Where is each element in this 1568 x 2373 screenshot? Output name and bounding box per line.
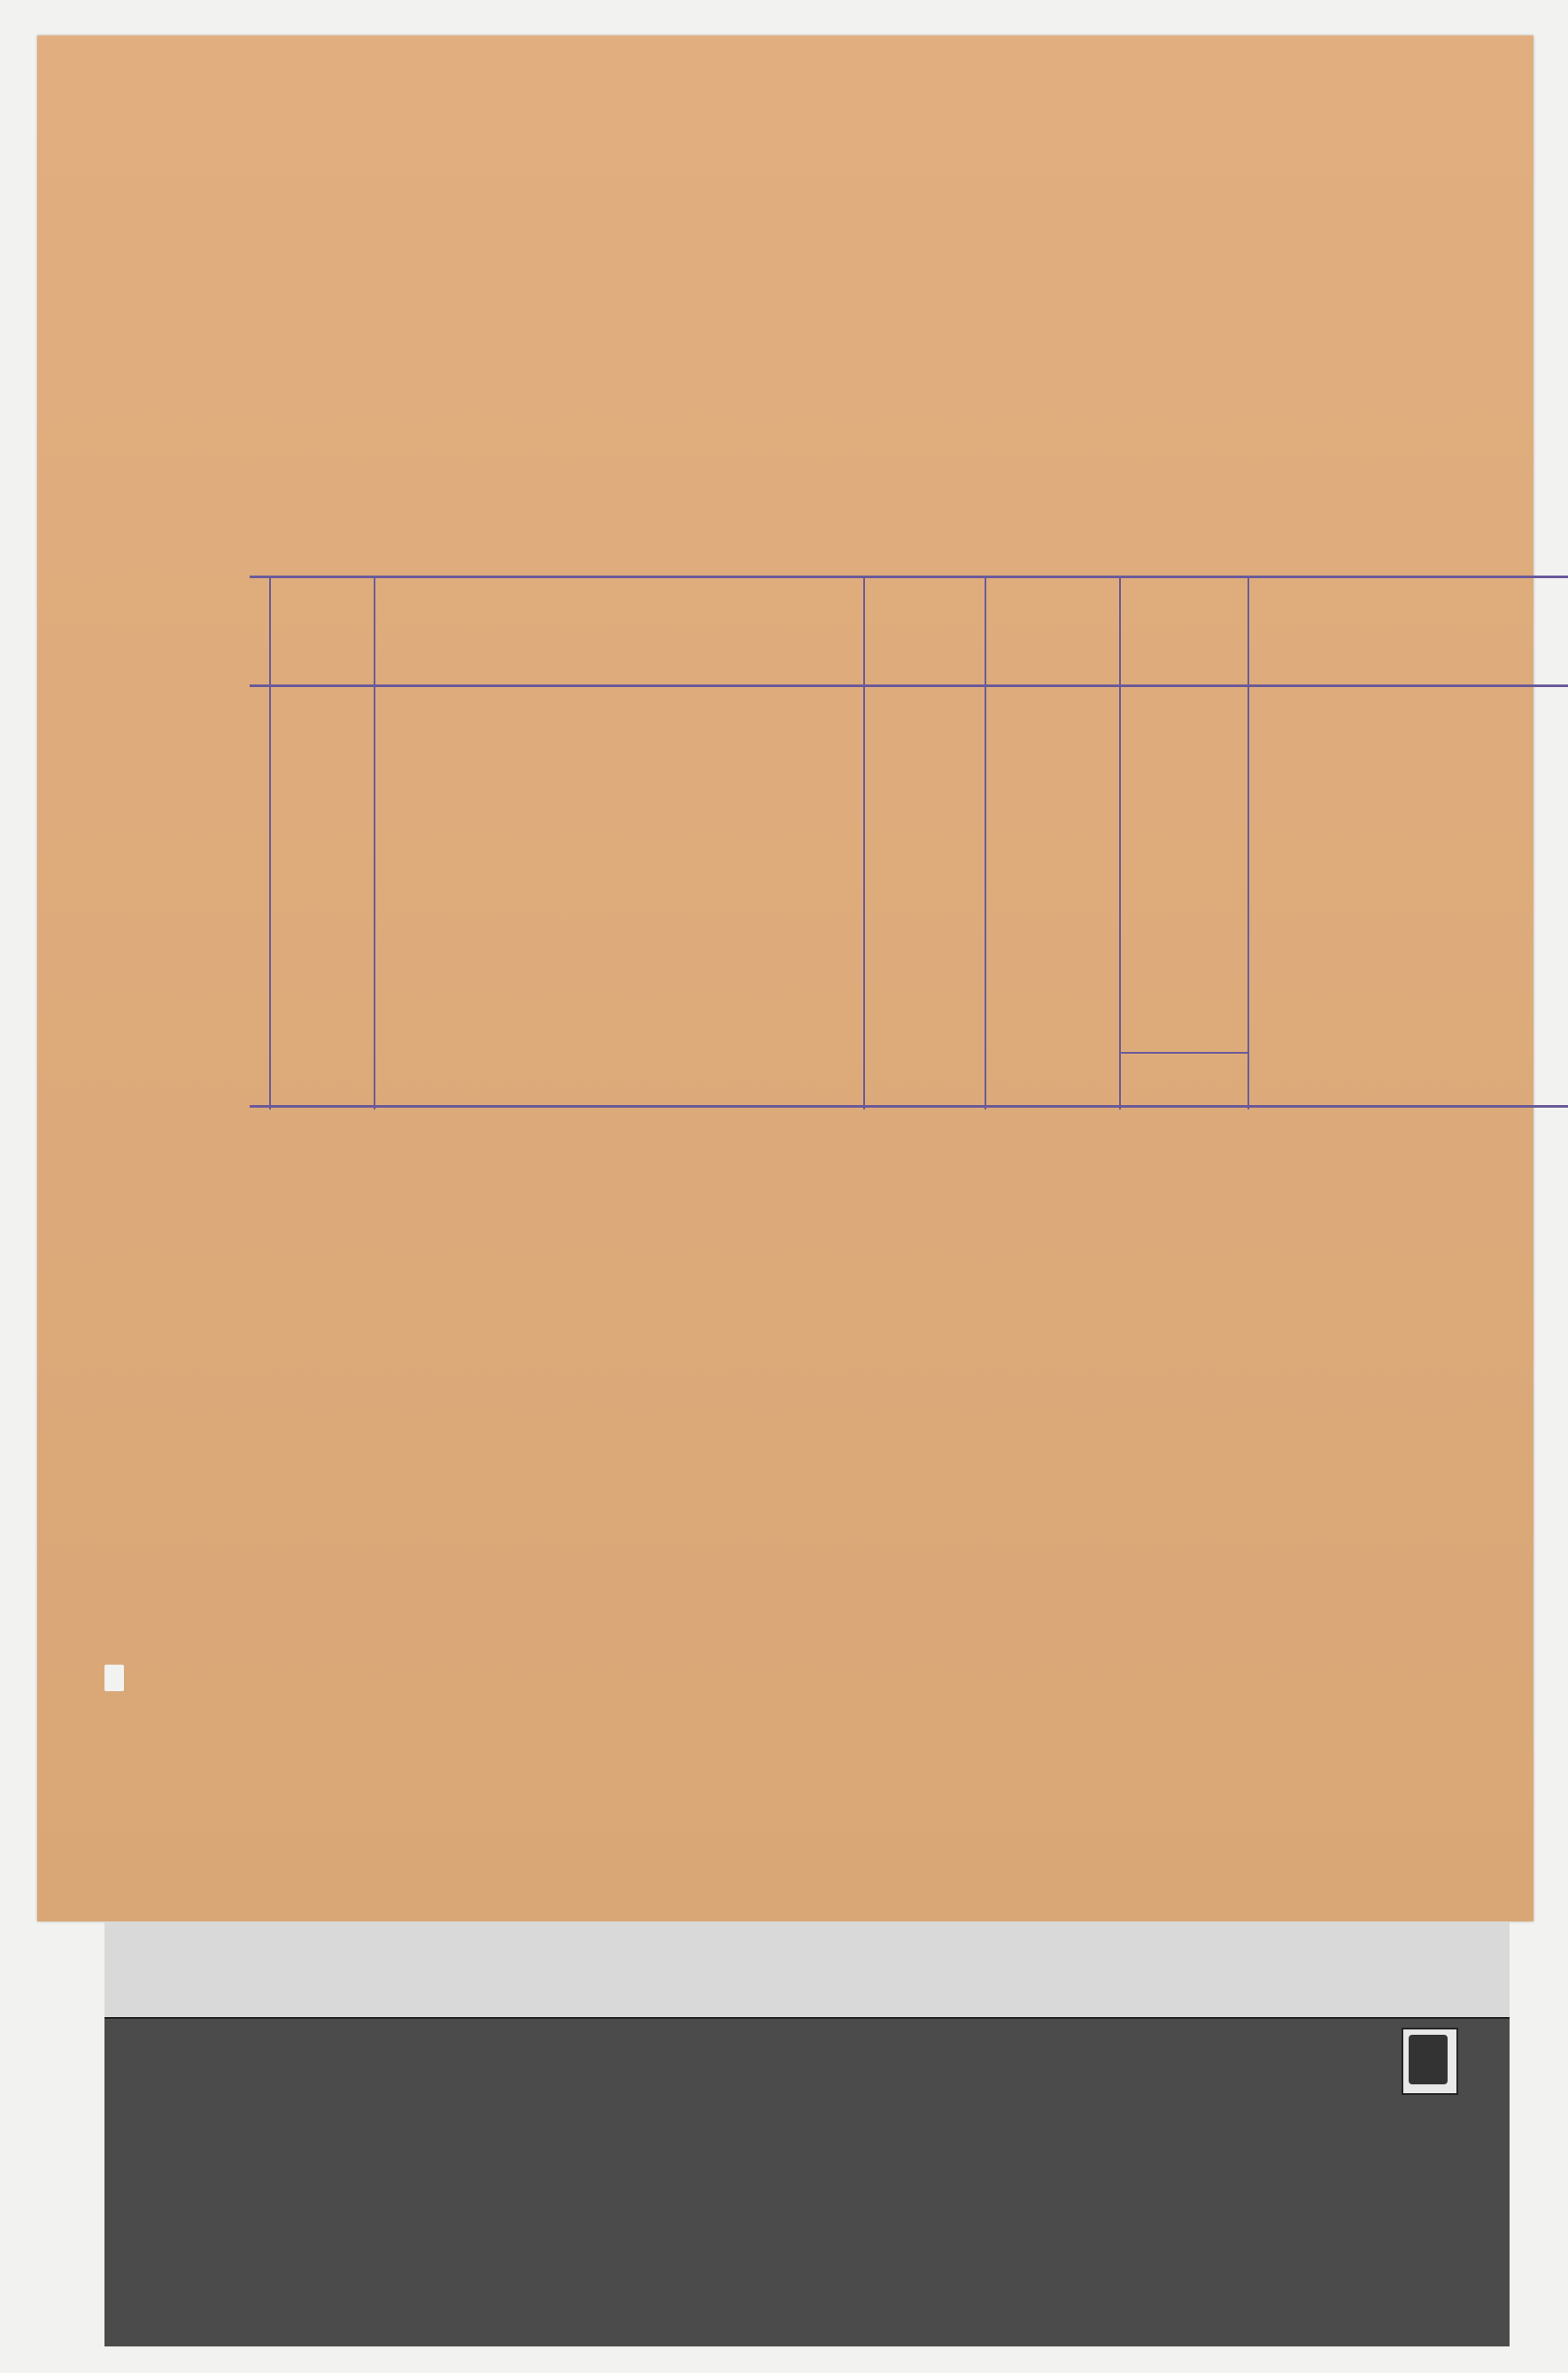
col-rule-2 — [374, 578, 375, 1109]
col-rule-3 — [863, 578, 865, 1109]
total-rule — [1119, 1052, 1247, 1054]
table-bottom-rule — [250, 1105, 1568, 1108]
ruler — [104, 1921, 1510, 2019]
document-page — [37, 35, 1533, 1921]
col-rule-5 — [1119, 578, 1121, 1109]
col-rule-4 — [985, 578, 986, 1109]
kodak-logo — [1402, 2028, 1458, 2095]
kodak-color-strip — [104, 1921, 1510, 2346]
table-header-rule — [250, 684, 1568, 687]
table-top-rule — [250, 576, 1568, 578]
col-rule-1 — [269, 578, 271, 1109]
paper-tear — [104, 1665, 124, 1691]
col-rule-6 — [1247, 578, 1249, 1109]
